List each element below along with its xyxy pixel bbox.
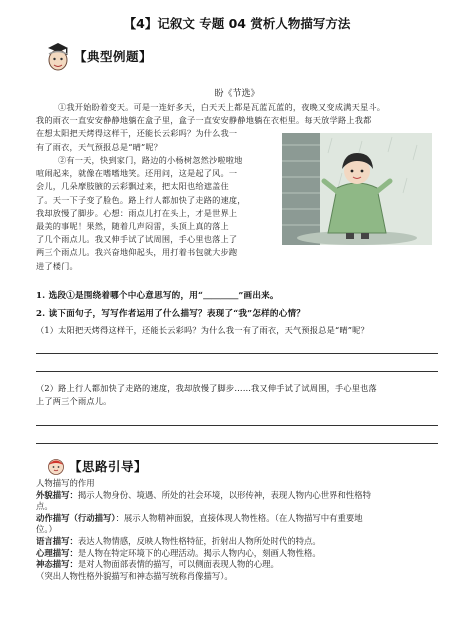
paragraph-line: ①我开始盼着变天。可是一连好多天，白天天上都是瓦蓝瓦蓝的，夜晚又变成满天星斗。 xyxy=(58,102,386,112)
answer-line[interactable] xyxy=(36,443,438,444)
guide-item: （突出人物性格外貌描写和神态描写统称肖像描写）。 xyxy=(36,570,233,581)
guide-term: 语言描写： xyxy=(36,535,78,546)
answer-line[interactable] xyxy=(36,425,438,426)
question-line: 上了两三个雨点儿。 xyxy=(36,396,112,406)
paragraph-line: 进了楼门。 xyxy=(36,260,78,271)
paragraph-line: 了几个雨点儿。我又伸手试了试周围，手心里也落上了 xyxy=(36,234,238,245)
question-1: 1. 选段①是围绕着哪个中心意思写的，用“＿＿＿＿”画出来。 xyxy=(36,291,279,301)
reading-title: 盼《节选》 xyxy=(214,89,260,99)
guide-item: 位。） xyxy=(36,524,57,535)
paragraph-line: 两三个雨点儿。我兴奋地仰起头，用打着书包就大步跑 xyxy=(36,247,238,258)
paragraph-line: 会儿，几朵摩肢腋的云彩飘过来，把太阳也给遮盖住 xyxy=(36,181,229,192)
guide-item: 语言描写：表达人物情感，反映人物性格特征，折射出人物所处时代的特点。 xyxy=(36,535,321,546)
guide-item: 动作描写（行动描写）：展示人物精神面貌，直接体现人物性格。（在人物描写中有重要地 xyxy=(36,512,363,523)
teacher-avatar-icon xyxy=(44,40,72,72)
guide-item: 外貌描写：揭示人物身份、境遇、所处的社会环境，以形传神，表现人物内心世界和性格特 xyxy=(36,489,371,500)
section-label-guide: 【思路引导】 xyxy=(69,459,148,474)
paragraph-line: 最美的事呢！果然，随着几声闷雷，头顶上真的落上 xyxy=(36,221,229,232)
question-line: （2）路上行人都加快了走路的速度，我却放慢了脚步……我又伸手试了试周围，手心里也落 xyxy=(36,383,377,393)
paragraph-line: 我的雨衣一直安安静静地躺在盒子里，盒子一直安安静静地躺在衣柜里。每天放学路上我都 xyxy=(36,115,372,126)
guide-item: 心理描写：是人物在特定环境下的心理活动。揭示人物内心，刻画人物性格。 xyxy=(36,547,321,558)
section-header-examples xyxy=(44,40,152,72)
guide-content xyxy=(36,478,446,582)
guide-item: 神态描写：是对人物面部表情的描写，可以侧面表现人物的心理。 xyxy=(36,559,279,570)
paragraph-line: 在想太阳把天烤得这样干，还能长云彩吗？为什么我一 xyxy=(36,128,238,139)
question-2-part-2 xyxy=(36,382,456,408)
reading-paragraph-2 xyxy=(36,154,281,273)
guide-heading: 人物描写的作用 xyxy=(36,478,95,488)
paragraph-line: 喧闹起来，就像在嗜嗜地笑。还用问，这是起了风。一 xyxy=(36,168,238,179)
guide-term: 心理描写： xyxy=(36,547,78,558)
student-avatar-icon xyxy=(46,456,66,476)
answer-line[interactable] xyxy=(36,353,438,354)
paragraph-line: 了。天一下子变了脸色。路上行人都加快了走路的速度， xyxy=(36,194,246,205)
guide-term: 神态描写： xyxy=(36,559,78,570)
section-header-guide xyxy=(46,456,147,476)
paragraph-line: ②有一天，快到家门，路边的小杨树忽然沙啦啦地 xyxy=(58,155,243,165)
guide-term: 外貌描写： xyxy=(36,489,78,500)
section-label-examples: 【典型例题】 xyxy=(74,49,153,64)
question-2: 2. 读下面句子，写写作者运用了什么描写？表现了“我”怎样的心情？ xyxy=(36,309,306,319)
guide-item: 点。 xyxy=(36,501,53,512)
paragraph-line: 有了雨衣，天气预报总是“晴”呢？ xyxy=(36,141,163,152)
page-title: 【4】记叙文 专题 04 赏析人物描写方法 xyxy=(123,16,351,31)
answer-line[interactable] xyxy=(36,371,438,372)
paragraph-line: 我却放慢了脚步。心想：雨点儿打在头上，才是世界上 xyxy=(36,207,238,218)
question-2-part-1: （1）太阳把天烤得这样干，还能长云彩吗？为什么我一有了雨衣，天气预报总是“晴”呢？ xyxy=(36,325,369,335)
girl-in-raincoat-illustration xyxy=(282,133,432,245)
guide-term: 动作描写（行动描写） xyxy=(36,512,116,523)
